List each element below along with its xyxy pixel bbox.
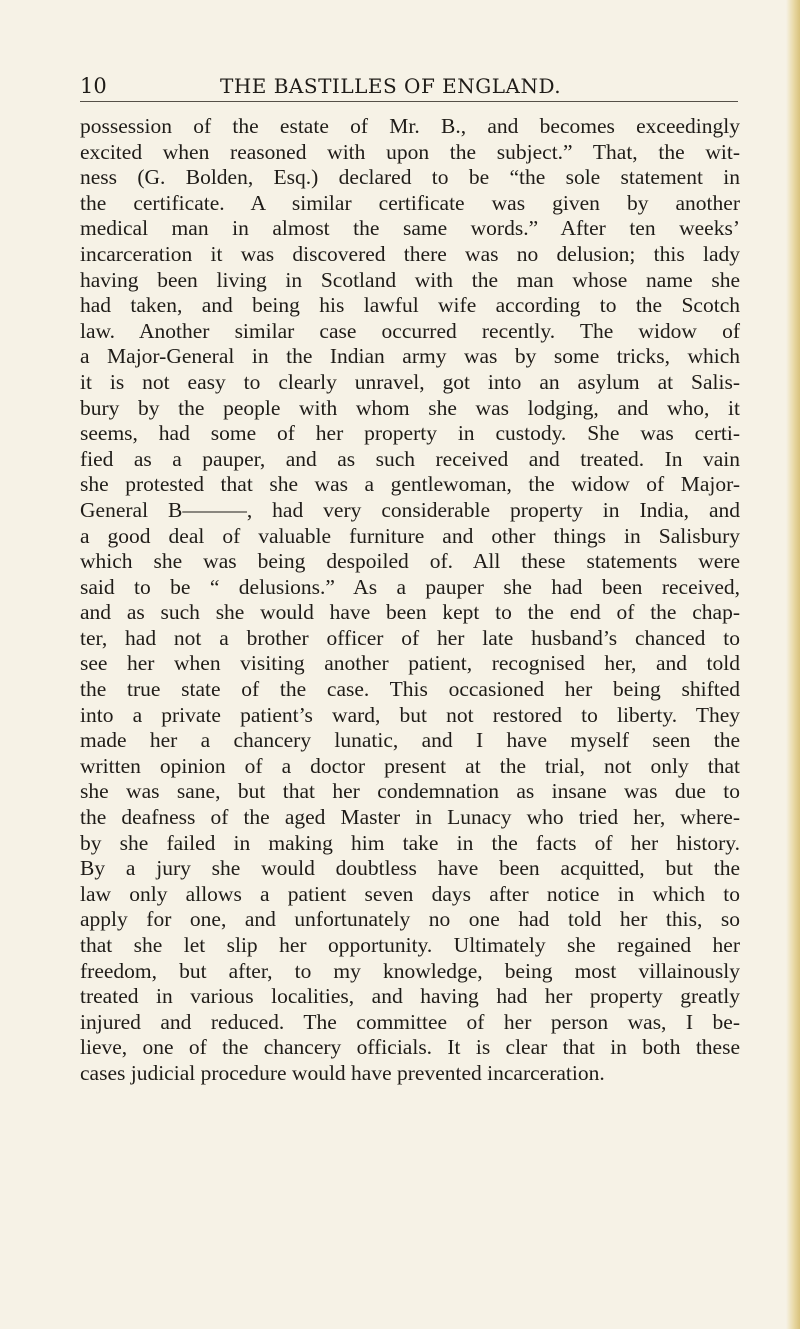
- text-line: the certificate. A similar certificate was given by another: [80, 190, 740, 215]
- text-line: a Major-General in the Indian army was by some tricks, which: [80, 344, 740, 369]
- text-line: By a jury she would doubtless have been acquitted, but the: [80, 856, 740, 881]
- running-head: THE BASTILLES OF ENGLAND.: [220, 74, 562, 98]
- page-edge-shading: [786, 0, 800, 1329]
- text-line: into a private patient’s ward, but not restored to liberty. They: [80, 702, 740, 727]
- page-number: 10: [80, 74, 107, 98]
- text-line: freedom, but after, to my knowledge, being most villainously: [80, 958, 740, 983]
- text-line: ness (G. Bolden, Esq.) declared to be “the sole statement in: [80, 165, 740, 190]
- text-line: possession of the estate of Mr. B., and becomes exceedingly: [80, 114, 740, 138]
- text-line: written opinion of a doctor present at the trial, not only that: [80, 753, 740, 778]
- text-line: lieve, one of the chancery officials. It is clear that in both these: [80, 1035, 740, 1060]
- text-line: which she was being despoiled of. All these statements were: [80, 549, 740, 574]
- text-line: said to be “ delusions.” As a pauper she had been received,: [80, 574, 740, 599]
- text-line: made her a chancery lunatic, and I have myself seen the: [80, 728, 740, 753]
- text-line: and as such she would have been kept to the end of the chap-: [80, 600, 740, 625]
- text-line: she protested that she was a gentlewoman, the widow of Major-: [80, 472, 740, 497]
- text-line: medical man in almost the same words.” After ten weeks’: [80, 216, 740, 241]
- text-line: had taken, and being his lawful wife according to the Scotch: [80, 293, 740, 318]
- text-line: incarceration it was discovered there was no delusion; this lady: [80, 241, 740, 266]
- text-line: that she let slip her opportunity. Ultimately she regained her: [80, 933, 740, 957]
- text-line: fied as a pauper, and as such received and treated. In vain: [80, 446, 740, 471]
- header-rule: [80, 101, 738, 102]
- text-line: by she failed in making him take in the facts of her history.: [80, 830, 740, 855]
- text-line: treated in various localities, and having had her property greatly: [80, 984, 740, 1009]
- text-line: injured and reduced. The committee of her person was, I be-: [80, 1009, 740, 1034]
- text-line: bury by the people with whom she was lodging, and who, it: [80, 395, 740, 420]
- text-line: it is not easy to clearly unravel, got into an asylum at Salis-: [80, 369, 740, 394]
- text-line: law only allows a patient seven days after notice in which to: [80, 881, 740, 906]
- body-text: [80, 114, 740, 1087]
- text-line: cases judicial procedure would have prevented incarceration.: [80, 1060, 605, 1085]
- text-line: law. Another similar case occurred recently. The widow of: [80, 318, 740, 343]
- text-line: the deafness of the aged Master in Lunacy who tried her, where-: [80, 805, 740, 830]
- text-line: she was sane, but that her condemnation as insane was due to: [80, 779, 740, 804]
- text-line: seems, had some of her property in custody. She was certi-: [80, 421, 740, 446]
- text-line: excited when reasoned with upon the subject.” That, the wit-: [80, 139, 740, 164]
- text-line: see her when visiting another patient, recognised her, and told: [80, 651, 740, 676]
- text-line: the true state of the case. This occasioned her being shifted: [80, 677, 740, 702]
- text-line: General B———, had very considerable property in India, and: [80, 497, 740, 522]
- text-line: ter, had not a brother officer of her late husband’s chanced to: [80, 625, 740, 650]
- text-line: a good deal of valuable furniture and other things in Salisbury: [80, 523, 740, 548]
- text-line: apply for one, and unfortunately no one had told her this, so: [80, 907, 740, 932]
- text-line: having been living in Scotland with the man whose name she: [80, 267, 740, 292]
